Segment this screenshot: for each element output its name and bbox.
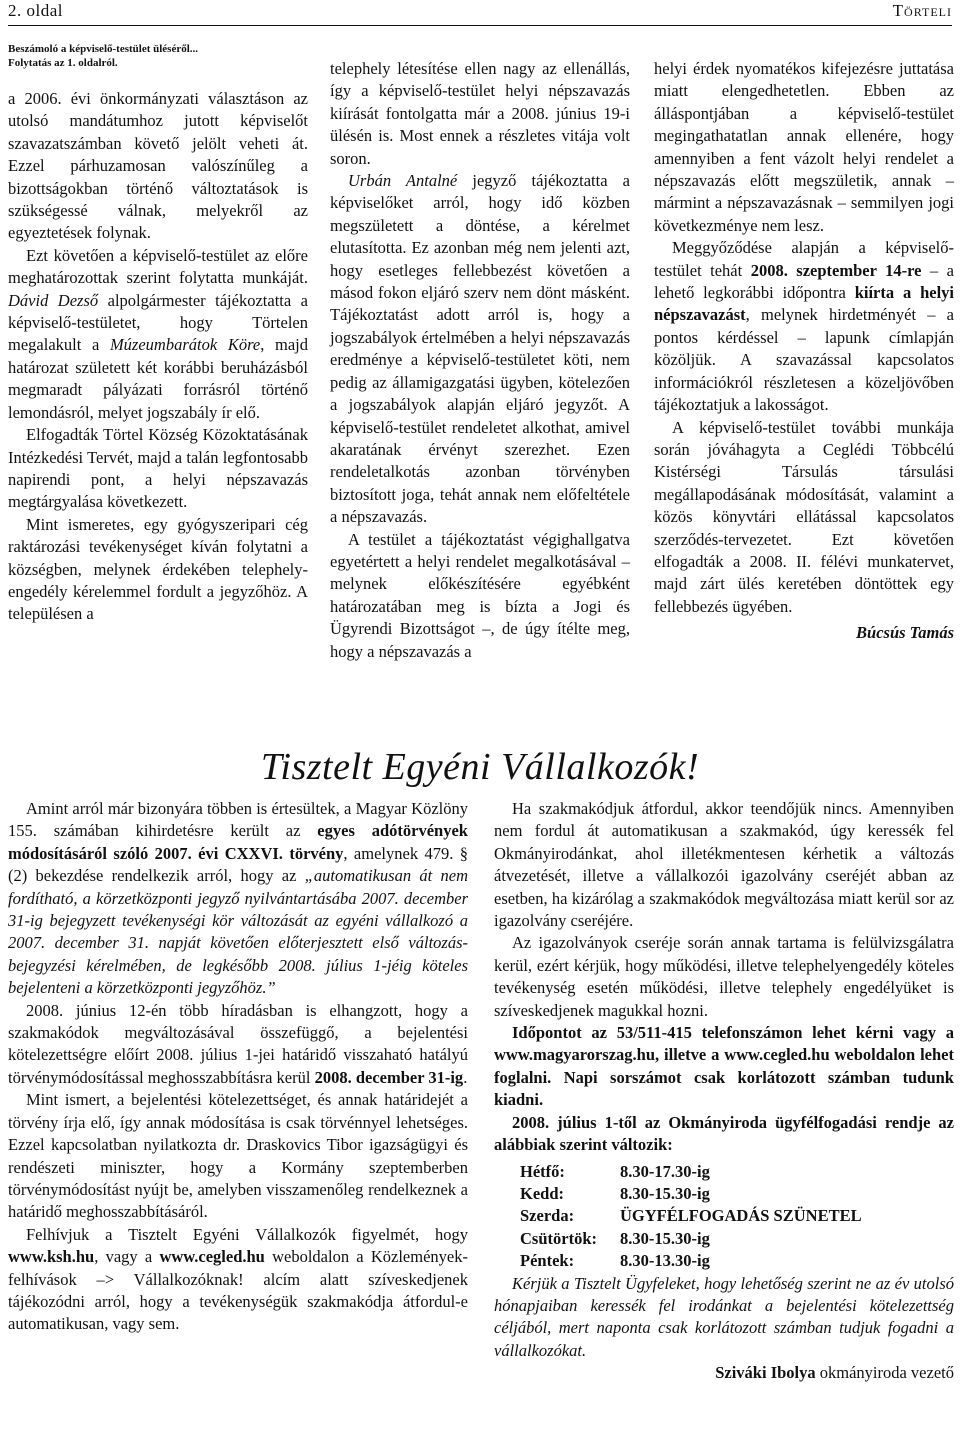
paragraph: [8, 1224, 468, 1336]
schedule-row: [520, 1183, 954, 1205]
schedule-day: Hétfő:: [520, 1161, 565, 1181]
article2-right-column: [494, 798, 954, 1385]
schedule-hours: 8.30-17.30-ig: [620, 1161, 710, 1181]
continued-from: Folytatás az 1. oldalról.: [8, 57, 118, 69]
schedule-day: Kedd:: [520, 1183, 565, 1203]
paragraph: Mint ismeretes, egy gyógyszeripari cég raktározási tevékenységet kíván folytatni a községben, melynek érdekében telephely-engedély kérelemmel fordult a jegyzőhöz. A településen a: [8, 514, 308, 624]
office-hours-table: [520, 1161, 954, 1273]
signature-role: okmányiroda vezető: [815, 1363, 954, 1383]
schedule-row: [520, 1228, 954, 1250]
text: , majd határozat született két korábbi beruházásból megmaradt pályázati forrásról történő lemondásról, melyet jogszabály ír elő.: [8, 335, 308, 422]
text: Ezt követően a képviselő-testület az előre meghatározottak szerint folytatta munkáját.: [8, 245, 308, 288]
continued-title: Beszámoló a képviselő-testület üléséről...: [8, 43, 199, 55]
schedule-row: [520, 1161, 954, 1183]
vote-date: 2008. szeptember 14-re: [750, 260, 922, 280]
paragraph: [654, 237, 954, 416]
law-title: egyes adótörvények módosításáról szóló 2007. évi CXXVI. törvény: [8, 821, 468, 863]
article1-column-1: [8, 42, 308, 626]
article2-signature: [494, 1362, 954, 1384]
paragraph: Mint ismert, a bejelentési kötelezettséget, és annak határidejét a törvény írja elő, így annak módosítása is csak törvénnyel lehetséges. Ezzel kapcsolatban nyilatkozta dr. Draskovics Tibor igazságügyi és rendészeti miniszter, hogy a Kormány szeptemberben törvénymódosítást nyújt be, amelyben visszamenőleg rendelkeznek a határidő meghosszabbításáról.: [8, 1090, 468, 1222]
paragraph: [8, 798, 468, 1000]
text: , vagy a: [94, 1247, 160, 1267]
text: alpolgármester tájékoztatta a képviselő-testületet, hogy Törtelen megalakult a: [8, 290, 308, 355]
schedule-row: [520, 1205, 954, 1227]
article1-signature: Búcsús Tamás: [856, 623, 954, 643]
deadline-date: 2008. december 31-ig: [314, 1067, 464, 1087]
office-hours-intro: 2008. július 1-től az Okmányiroda ügyfélfogadási rendje az alábbiak szerint változik:: [494, 1112, 954, 1155]
bold-text: kiírta a helyi népszavazást: [654, 283, 954, 325]
appointment-info: Időpontot az 53/511-415 telefonszámon lehet kérni vagy a www.magyarorszag.hu, illetve a www.cegled.hu weboldalon lehet foglalni. Napi sorszámot csak korlátozott számban tudunk kiadni.: [494, 1023, 954, 1110]
paragraph: A testület a tájékoztatást végighallgatva egyetértett a helyi rendelet megalkotásával – melynek előkészítésére egyébként határozatában meg is bízta a Jogi és Ügyrendi Bizottságot –, de úgy ítélte meg, hogy a népszavazás a: [330, 529, 630, 661]
paragraph: Az igazolványok cseréje során annak tartama is felülvizsgálatra kerül, ezért kérjük, hogy működési, illetve telephelyengedély köteles tevékenység esetén működési, illetve telephely engedélyüket is szíveskedjenek magukkal hozni.: [494, 933, 954, 1020]
paragraph: [8, 245, 308, 424]
paragraph: A képviselő-testület további munkája során jóváhagyta a Ceglédi Többcélú Kistérségi Társulás társulási megállapodásának módosítását, valamint a közös könyvtári ellátással kapcsolatos szerződés-tervezetet. Ezt követően elfogadták a 2008. II. félévi munkatervet, majd zárt ülés keretében döntöttek egy fellebbezés ügyében.: [654, 417, 954, 616]
signature-name: Sziváki Ibolya: [715, 1363, 816, 1383]
schedule-hours: 8.30-15.30-ig: [620, 1183, 710, 1203]
paragraph: Elfogadták Törtel Község Közoktatásának Intézkedési Tervét, majd a talán legfontosabb napirendi pont, a helyi népszavazás megtárgyalása következett.: [8, 425, 308, 512]
schedule-day: Péntek:: [520, 1251, 575, 1271]
article1-column-3: [654, 58, 954, 645]
text: – a lehető legkorábbi időpontra: [654, 260, 954, 303]
schedule-day: Szerda:: [520, 1206, 575, 1226]
text: 2008. június 12-én több híradásban is elhangzott, hogy a szakmakódok megváltozásával összefüggő, a bejelentési kötelezettségre előírt 2008. július 1-jei határidő visszaható hatályú törvénymódosítással meghosszabbításra kerül: [8, 1000, 468, 1087]
article1-column-2: [330, 58, 630, 663]
page-number: 2. oldal: [8, 1, 63, 20]
article2-title: Tisztelt Egyéni Vállalkozók!: [260, 746, 700, 788]
text: weboldalon a Közlemények-felhívások –> Vállalkozóknak! alcím alatt szíveskedjenek tájékozódni arról, hogy a tevékenységük szakmakódja átfordul-e automatikusan, vagy sem.: [8, 1247, 468, 1334]
paragraph: a 2006. évi önkormányzati választáson az utolsó mandátumhoz jutott képviselőt szavazatszámban követő jelölt veheti át. Ezzel párhuzamosan valószínűleg a bizottságokban történő változtatások is szükségessé válnak, melyekről az egyeztetések folynak.: [8, 89, 308, 243]
text: , melynek hirdetményét – a pontos kérdéssel – lapunk címlapján közöljük. A szavazással kapcsolatos információkról részletesen a közeljövőben tájékoztatjuk a lakosságot.: [654, 305, 954, 415]
schedule-hours: ÜGYFÉLFOGADÁS SZÜNETEL: [620, 1206, 862, 1226]
article2-left-column: [8, 798, 468, 1336]
continuation-note: [8, 42, 308, 70]
header-rule: [8, 25, 952, 26]
text: .: [463, 1067, 468, 1087]
text: Amint arról már bizonyára többen is értesültek, a Magyar Közlöny 155. számában kihirdetésre került az: [8, 799, 468, 841]
schedule-hours: 8.30-13.30-ig: [620, 1251, 710, 1271]
schedule-hours: 8.30-15.30-ig: [620, 1228, 710, 1248]
law-quote: „automatikusan át nem fordítható, a körzetközponti jegyző nyilvántartásába 2007. december 31-ig bejegyzett tevékenységi kör változását az egyéni vállalkozó a 2007. december 31. napját követően előterjesztett első változás-bejegyzési kérelmében, de legkésőbb 2008. július 1-jéig köteles bejelenteni a körzetközponti jegyzőhöz.”: [8, 866, 469, 998]
paragraph: helyi érdek nyomatékos kifejezésre juttatása miatt elengedhetetlen. Ebben az álláspontjában a képviselő-testület megingathatatlan annak ellenére, hogy amennyiben a fent vázolt helyi rendelet a népszavazás előtt megszületik, annak – mármint a népszavazásnak – semmilyen jogi következménye nem lesz.: [654, 59, 954, 235]
person-name: Urbán Antalné: [348, 171, 458, 191]
text: , amelynek 479. § (2) bekezdése rendelkezik arról, hogy az: [8, 843, 469, 886]
website-cegled: www.cegled.hu: [159, 1247, 265, 1267]
paragraph: [8, 1000, 468, 1090]
schedule-day: Csütörtök:: [520, 1228, 597, 1248]
paragraph: [330, 170, 630, 529]
person-name: Dávid Dezső: [8, 290, 99, 310]
paragraph: Kérjük a Tisztelt Ügyfeleket, hogy lehetőség szerint ne az év utolsó hónapjaiban keressék fel irodánkat a bejelentési kötelezettség céljából, mert naponta csak korlátozott számban tudjuk fogadni a vállalkozókat.: [494, 1273, 954, 1360]
text: jegyző tájékoztatta a képviselőket arról, hogy idő közben megszületett a döntése, a kérelmet elutasította. Ez azonban még nem jelenti azt, hogy esetleges fellebbezést követően a másod fokon eljáró szerv nem dönt másként. Tájékoztatást adott arról is, hogy a jogszabályok értelmében a helyi népszavazás eredménye a képviselő-testületet köti, nem pedig az államigazgatási ügyben, kötelezően a jogszabályok alapján eljáró jegyzőt. A képviselő-testület rendeletet alkothat, amivel akaratának érvényt szerezhet. Ezen rendeletalkotás azonban törvényben biztosított joga, tehát annak nem előfeltétele a népszavazás.: [330, 171, 630, 527]
page-header: [8, 0, 952, 22]
schedule-row: [520, 1250, 954, 1272]
organization-name: Múzeumbarátok Köre: [109, 335, 261, 355]
newspaper-section: Törteli: [892, 1, 952, 20]
paragraph: Ha szakmakódjuk átfordul, akkor teendőjük nincs. Amennyiben nem fordul át automatikusan a szakmakód, úgy keressék fel Okmányirodánkat, ahol illetékmentesen kérhetik a változás átvezetését, illetve a vállalkozói igazolvány cseréjét abban az esetben, ha kizárólag a szakmakódok megváltozása miatt kerül sor az igazolvány cseréjére.: [494, 799, 954, 931]
text: Felhívjuk a Tisztelt Egyéni Vállalkozók figyelmét, hogy: [26, 1224, 468, 1244]
paragraph: telephely létesítése ellen nagy az ellenállás, így a képviselő-testület helyi népszavazás kiírását fontolgatta már a 2008. június 19-i ülésén is. Most ennek a részletes vitája volt soron.: [330, 59, 630, 168]
text: Meggyőződése alapján a képviselő-testület tehát: [654, 238, 954, 280]
website-ksh: www.ksh.hu: [8, 1247, 95, 1267]
